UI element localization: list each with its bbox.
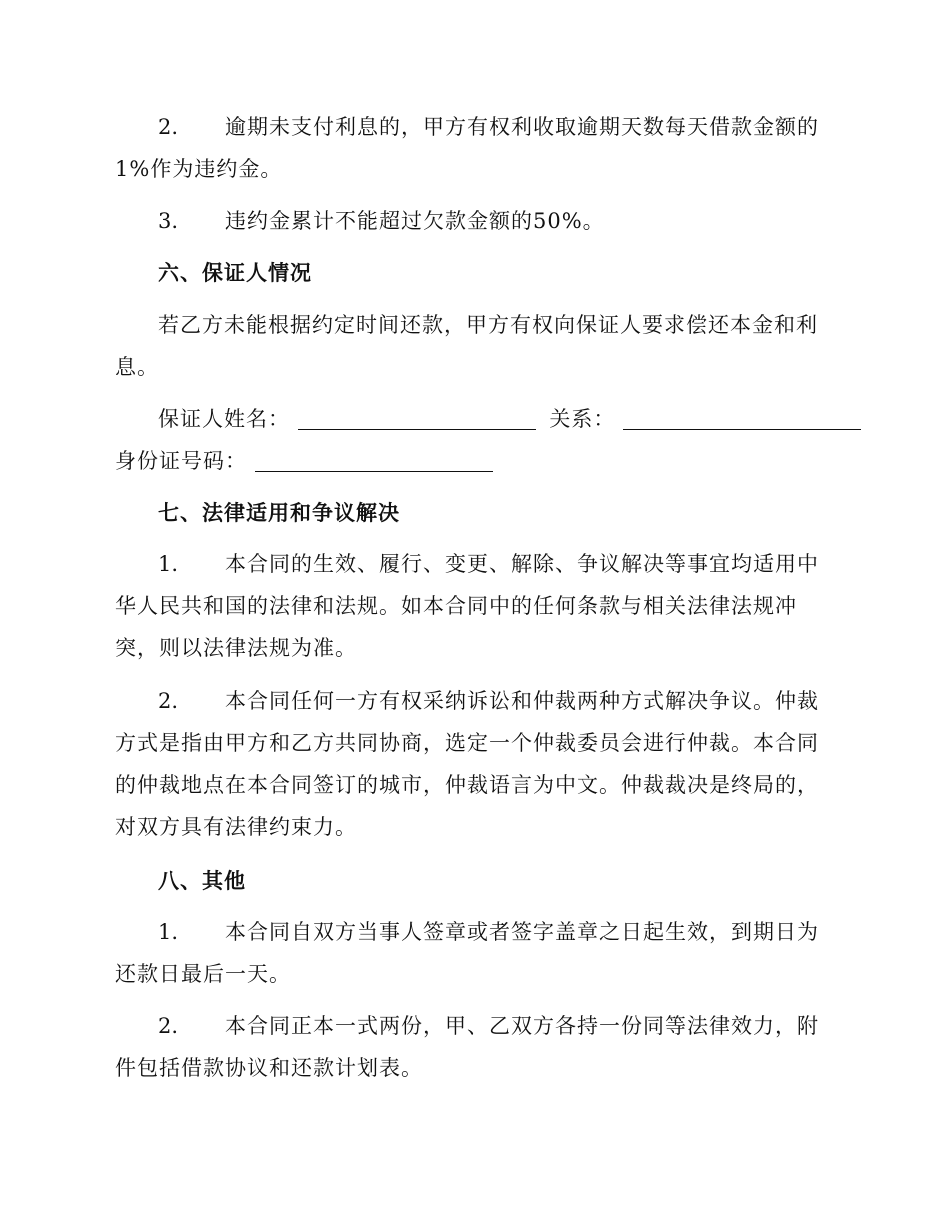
relation-label: 关系： bbox=[549, 407, 616, 431]
clause-text: 逾期未支付利息的，甲方有权利收取逾期天数每天借款金额的1%作为违约金。 bbox=[115, 115, 819, 181]
clause-7-1 bbox=[115, 543, 835, 669]
section-6-heading: 六、保证人情况 bbox=[158, 260, 312, 285]
guarantor-name-label: 保证人姓名： bbox=[158, 407, 290, 431]
clause-number: 1. bbox=[158, 552, 179, 576]
clause-text: 本合同正本一式两份，甲、乙双方各持一份同等法律效力，附件包括借款协议和还款计划表。 bbox=[115, 1014, 819, 1080]
relation-blank[interactable] bbox=[623, 405, 861, 430]
clause-number: 1. bbox=[158, 920, 179, 944]
clause-5-2 bbox=[115, 106, 835, 190]
clause-text: 违约金累计不能超过欠款金额的50%。 bbox=[225, 209, 605, 233]
clause-number: 2. bbox=[158, 689, 179, 713]
clause-number: 2. bbox=[158, 1014, 179, 1038]
clause-5-3 bbox=[115, 200, 835, 242]
id-number-blank[interactable] bbox=[255, 447, 493, 472]
clause-8-1 bbox=[115, 911, 835, 995]
id-number-row bbox=[115, 440, 840, 482]
clause-7-2 bbox=[115, 680, 835, 848]
section-7-heading: 七、法律适用和争议解决 bbox=[158, 500, 400, 525]
clause-text: 本合同任何一方有权采纳诉讼和仲裁两种方式解决争议。仲裁方式是指由甲方和乙方共同协商，选定一个仲裁委员会进行仲裁。本合同的仲裁地点在本合同签订的城市，仲裁语言为中文。仲裁裁决是终局的，对双方具有法律约束力。 bbox=[115, 689, 819, 839]
guarantor-name-blank[interactable] bbox=[298, 405, 536, 430]
guarantor-name-row bbox=[158, 398, 838, 440]
clause-number: 2. bbox=[158, 115, 179, 139]
id-number-label: 身份证号码： bbox=[115, 449, 247, 473]
section-6-paragraph: 若乙方未能根据约定时间还款，甲方有权向保证人要求偿还本金和利息。 bbox=[115, 313, 818, 379]
clause-text: 本合同自双方当事人签章或者签字盖章之日起生效，到期日为还款日最后一天。 bbox=[115, 920, 819, 986]
clause-text: 本合同的生效、履行、变更、解除、争议解决等事宜均适用中华人民共和国的法律和法规。如本合同中的任何条款与相关法律法规冲突，则以法律法规为准。 bbox=[115, 552, 819, 660]
section-8-heading: 八、其他 bbox=[158, 868, 246, 893]
clause-8-2 bbox=[115, 1005, 835, 1089]
clause-number: 3. bbox=[158, 209, 179, 233]
